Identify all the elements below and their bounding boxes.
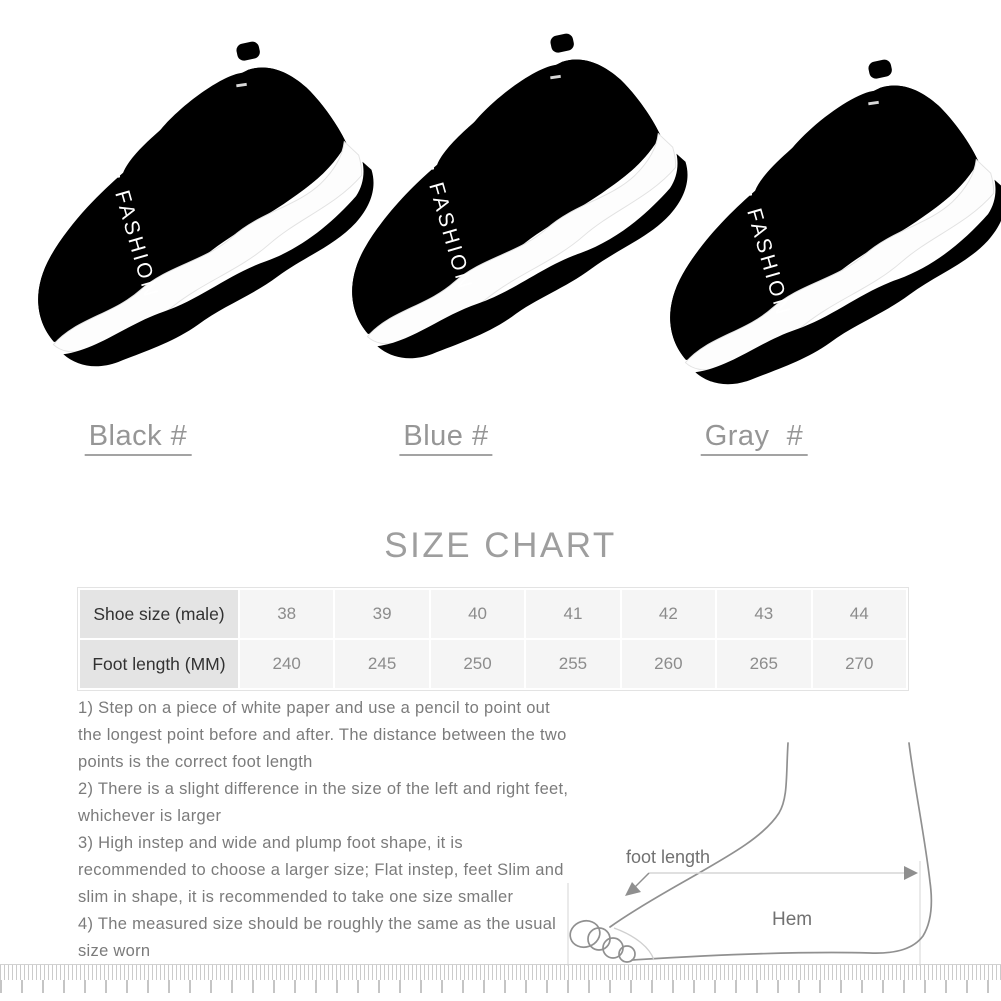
size-cell: 43 [716,589,811,639]
length-cell: 265 [716,639,811,689]
note-line: 3) High instep and wide and plump foot shape, it is [78,834,463,852]
brand-logo-text: FASHION [424,179,478,294]
note-line: 1) Step on a piece of white paper and use a pencil to point out [78,699,551,717]
size-cell: 42 [621,589,716,639]
size-chart-title: SIZE CHART [384,526,617,565]
size-chart-table [78,588,908,690]
note-line: size worn [78,942,151,960]
shoe-image-gray [626,84,1001,407]
row-header-shoe-size: Shoe size (male) [79,589,239,639]
note-line: the longest point before and after. The distance between the two [78,726,567,744]
measuring-notes [78,695,588,965]
row-header-foot-length: Foot length (MM) [79,639,239,689]
ruler-coarse-ticks [0,980,1001,993]
length-cell: 245 [334,639,429,689]
length-cell: 270 [812,639,908,689]
variant-label-gray[interactable]: Gray # [701,421,808,456]
foot-measurement-diagram [552,710,1001,968]
note-line: points is the correct foot length [78,753,313,771]
note-line: 4) The measured size should be roughly the same as the usual [78,915,557,933]
note-line: whichever is larger [78,807,222,825]
size-cell: 39 [334,589,429,639]
size-cell: 38 [239,589,334,639]
note-line: recommended to choose a larger size; Flat instep, feet Slim and [78,861,564,879]
brand-logo-text: FASHION [110,187,164,302]
length-cell: 250 [430,639,525,689]
table-row-sizes [79,589,907,639]
length-cell: 260 [621,639,716,689]
length-cell: 255 [525,639,620,689]
ruler [0,964,1001,993]
size-cell: 40 [430,589,525,639]
note-line: 2) There is a slight difference in the size of the left and right feet, [78,780,569,798]
size-cell: 41 [525,589,620,639]
length-cell: 240 [239,639,334,689]
variant-label-black[interactable]: Black # [85,421,192,456]
variant-label-blue[interactable]: Blue # [399,421,492,456]
foot-length-label: foot length [626,847,711,867]
note-line: slim in shape, it is recommended to take one size smaller [78,888,514,906]
hem-label: Hem [772,909,813,930]
ruler-fine-ticks [0,964,1001,980]
size-cell: 44 [812,589,908,639]
brand-logo-text: FASHION [742,205,796,320]
table-row-lengths [79,639,907,689]
